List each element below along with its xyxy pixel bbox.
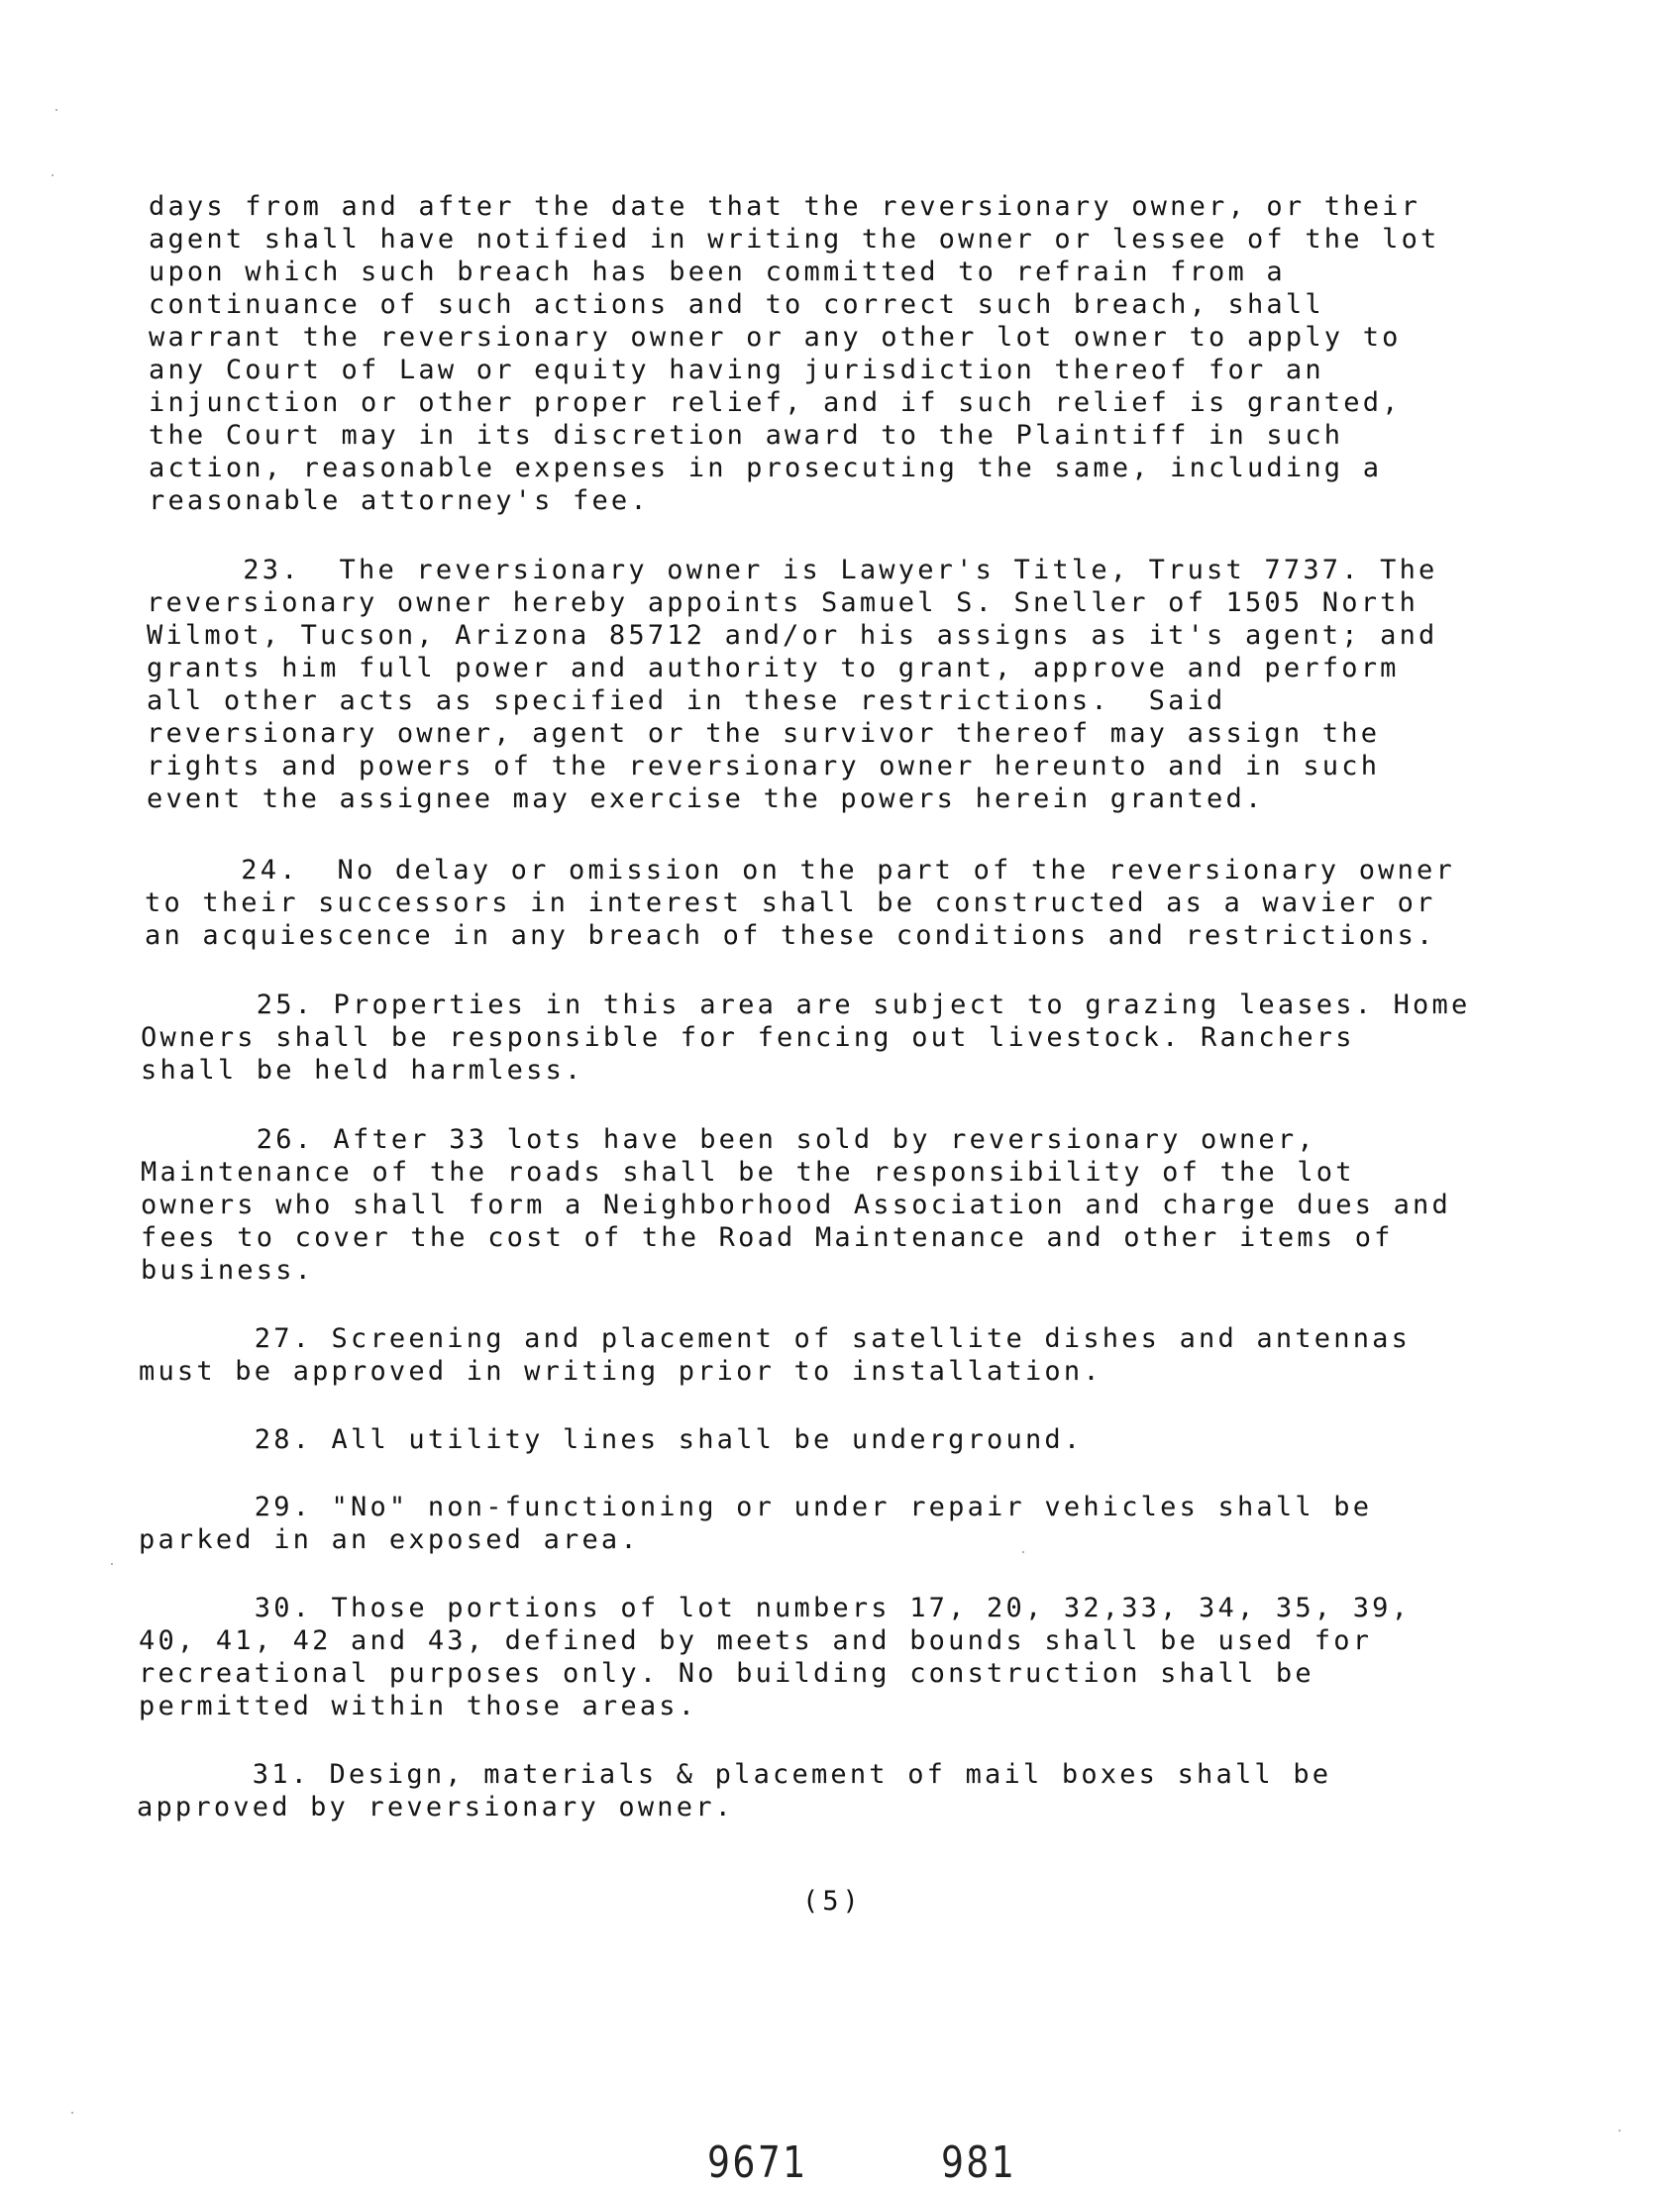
- text-line: Owners shall be responsible for fencing out livestock. Ranchers: [141, 1022, 1355, 1053]
- text-line: an acquiescence in any breach of these conditions and restrictions.: [145, 920, 1436, 951]
- text-line: fees to cover the cost of the Road Maintenance and other items of: [141, 1222, 1394, 1253]
- page-number: (5): [802, 1886, 863, 1917]
- text-line: parked in an exposed area.: [139, 1524, 640, 1555]
- text-line: event the assignee may exercise the powers herein granted.: [147, 783, 1265, 814]
- scan-speck: [1022, 1551, 1024, 1553]
- text-line: continuance of such actions and to correct such breach, shall: [149, 289, 1324, 320]
- text-line: 27. Screening and placement of satellite dishes and antennas: [139, 1323, 1412, 1354]
- docket-page-stamp: 981: [941, 2137, 1017, 2188]
- scan-speck: [71, 2112, 73, 2114]
- text-line: injunction or other proper relief, and if such relief is granted,: [149, 387, 1402, 418]
- text-line: 28. All utility lines shall be underground.: [139, 1424, 1084, 1455]
- text-line: reversionary owner, agent or the survivor thereof may assign the: [147, 718, 1381, 749]
- text-line: 24. No delay or omission on the part of the reversionary owner: [145, 855, 1455, 886]
- text-line: rights and powers of the reversionary owner hereunto and in such: [147, 751, 1381, 781]
- text-line: permitted within those areas.: [139, 1691, 698, 1721]
- text-line: the Court may in its discretion award to the Plaintiff in such: [149, 420, 1344, 451]
- scan-speck: [111, 1563, 113, 1565]
- text-line: shall be held harmless.: [141, 1055, 584, 1086]
- text-line: all other acts as specified in these restrictions. Said: [147, 685, 1226, 716]
- text-line: 26. After 33 lots have been sold by reversionary owner,: [141, 1124, 1316, 1155]
- text-line: 29. "No" non-functioning or under repair vehicles shall be: [139, 1492, 1373, 1522]
- text-line: recreational purposes only. No building construction shall be: [139, 1658, 1314, 1689]
- text-line: 25. Properties in this area are subject to grazing leases. Home: [141, 990, 1471, 1020]
- text-line: Wilmot, Tucson, Arizona 85712 and/or his assigns as it's agent; and: [147, 620, 1438, 651]
- text-line: approved by reversionary owner.: [137, 1792, 735, 1823]
- text-line: grants him full power and authority to grant, approve and perform: [147, 653, 1400, 683]
- scan-speck: [55, 109, 57, 111]
- docket-number-stamp: 9671: [707, 2137, 808, 2188]
- text-line: agent shall have notified in writing the owner or lessee of the lot: [149, 224, 1440, 255]
- text-line: to their successors in interest shall be constructed as a wavier or: [145, 887, 1436, 918]
- text-line: 40, 41, 42 and 43, defined by meets and bounds shall be used for: [139, 1625, 1373, 1656]
- text-line: action, reasonable expenses in prosecuting the same, including a: [149, 453, 1383, 483]
- text-line: upon which such breach has been committed to refrain from a: [149, 257, 1286, 287]
- text-line: any Court of Law or equity having jurisdiction thereof for an: [149, 355, 1324, 385]
- text-line: business.: [141, 1255, 315, 1286]
- text-line: 23. The reversionary owner is Lawyer's Title, Trust 7737. The: [147, 555, 1438, 585]
- text-line: Maintenance of the roads shall be the responsibility of the lot: [141, 1157, 1355, 1188]
- text-line: 30. Those portions of lot numbers 17, 20, 32,33, 34, 35, 39,: [139, 1593, 1412, 1623]
- text-line: must be approved in writing prior to installation.: [139, 1356, 1102, 1387]
- text-line: warrant the reversionary owner or any other lot owner to apply to: [149, 322, 1402, 353]
- text-line: 31. Design, materials & placement of mail boxes shall be: [137, 1759, 1332, 1790]
- scan-speck: [52, 174, 53, 176]
- text-line: reasonable attorney's fee.: [149, 485, 650, 516]
- text-line: days from and after the date that the reversionary owner, or their: [149, 191, 1421, 222]
- scan-speck: [1619, 2130, 1621, 2132]
- text-line: reversionary owner hereby appoints Samuel S. Sneller of 1505 North: [147, 587, 1419, 618]
- text-line: owners who shall form a Neighborhood Association and charge dues and: [141, 1190, 1451, 1220]
